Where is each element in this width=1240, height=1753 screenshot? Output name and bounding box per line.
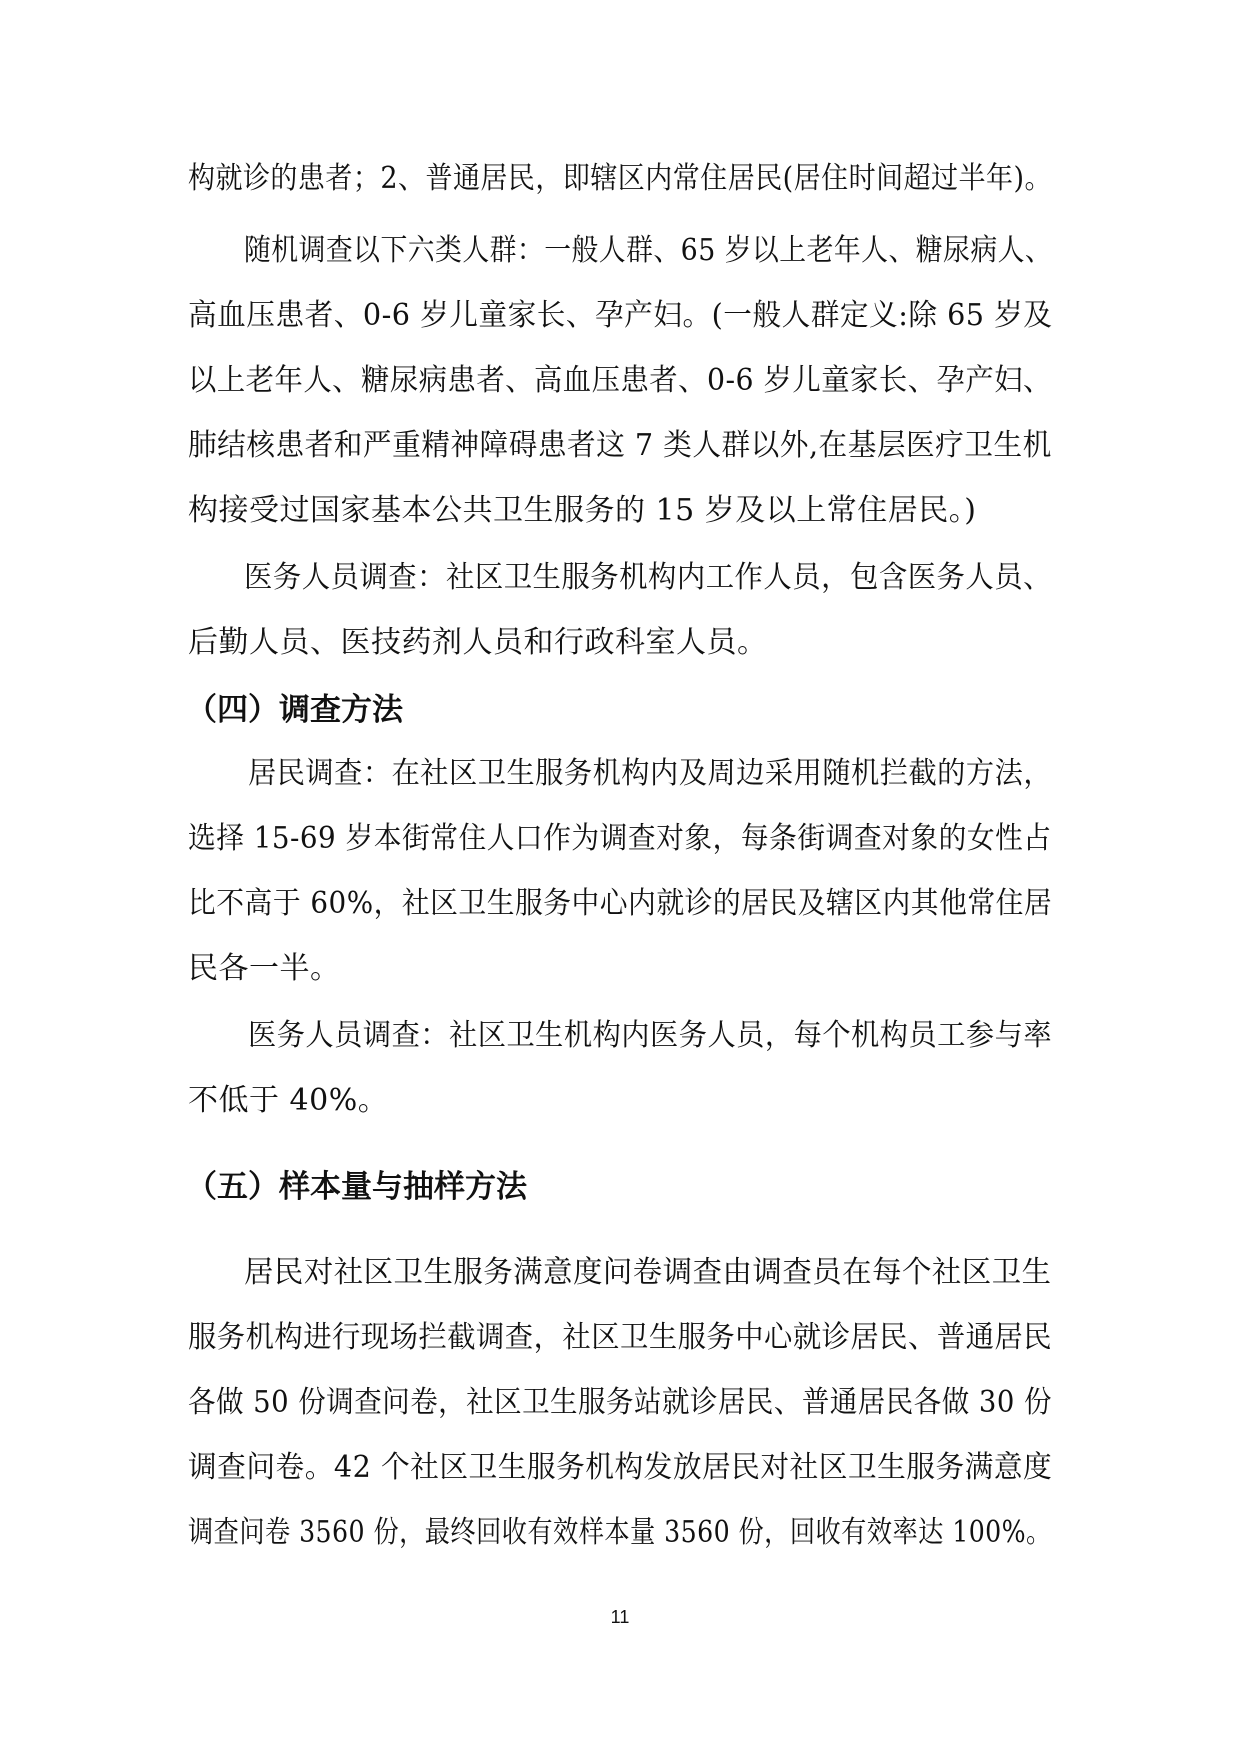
paragraph-line: 居民对社区卫生服务满意度问卷调查由调查员在每个社区卫生 [244, 1255, 1052, 1290]
paragraph-line: 构接受过国家基本公共卫生服务的 15 岁及以上常住居民。) [188, 493, 977, 528]
paragraph-line: 随机调查以下六类人群：一般人群、65 岁以上老年人、糖尿病人、 [244, 233, 1053, 268]
paragraph-line: 调查问卷。42 个社区卫生服务机构发放居民对社区卫生服务满意度 [188, 1450, 1053, 1485]
paragraph-line: 比不高于 60%，社区卫生服务中心内就诊的居民及辖区内其他常住居 [188, 886, 1053, 921]
paragraph-line: 选择 15-69 岁本街常住人口作为调查对象，每条街调查对象的女性占 [188, 821, 1052, 856]
paragraph-line: 不低于 40%。 [188, 1083, 389, 1118]
paragraph-line: 各做 50 份调查问卷，社区卫生服务站就诊居民、普通居民各做 30 份 [188, 1385, 1053, 1420]
paragraph-line: 服务机构进行现场拦截调查，社区卫生服务中心就诊居民、普通居民 [188, 1320, 1053, 1355]
paragraph-line: 居民调查：在社区卫生服务机构内及周边采用随机拦截的方法， [248, 756, 1053, 791]
section-heading: （四）调查方法 [186, 692, 403, 728]
paragraph-line: 民各一半。 [188, 951, 341, 986]
paragraph-line: 后勤人员、医技药剂人员和行政科室人员。 [188, 625, 768, 660]
paragraph-line: 医务人员调查：社区卫生服务机构内工作人员，包含医务人员、 [244, 560, 1052, 595]
paragraph-line: 肺结核患者和严重精神障碍患者这 7 类人群以外,在基层医疗卫生机 [188, 428, 1052, 463]
paragraph-line: 以上老年人、糖尿病患者、高血压患者、0-6 岁儿童家长、孕产妇、 [188, 363, 1052, 398]
page-number: 11 [610, 1607, 630, 1627]
paragraph-line: 高血压患者、0-6 岁儿童家长、孕产妇。(一般人群定义:除 65 岁及 [188, 298, 1053, 333]
paragraph-line: 调查问卷 3560 份，最终回收有效样本量 3560 份，回收有效率达 100%。 [188, 1515, 1052, 1550]
section-heading: （五）样本量与抽样方法 [186, 1169, 527, 1205]
paragraph-line: 医务人员调查：社区卫生机构内医务人员，每个机构员工参与率 [248, 1018, 1053, 1053]
paragraph-line: 构就诊的患者；2、普通居民，即辖区内常住居民(居住时间超过半年)。 [188, 161, 1052, 196]
